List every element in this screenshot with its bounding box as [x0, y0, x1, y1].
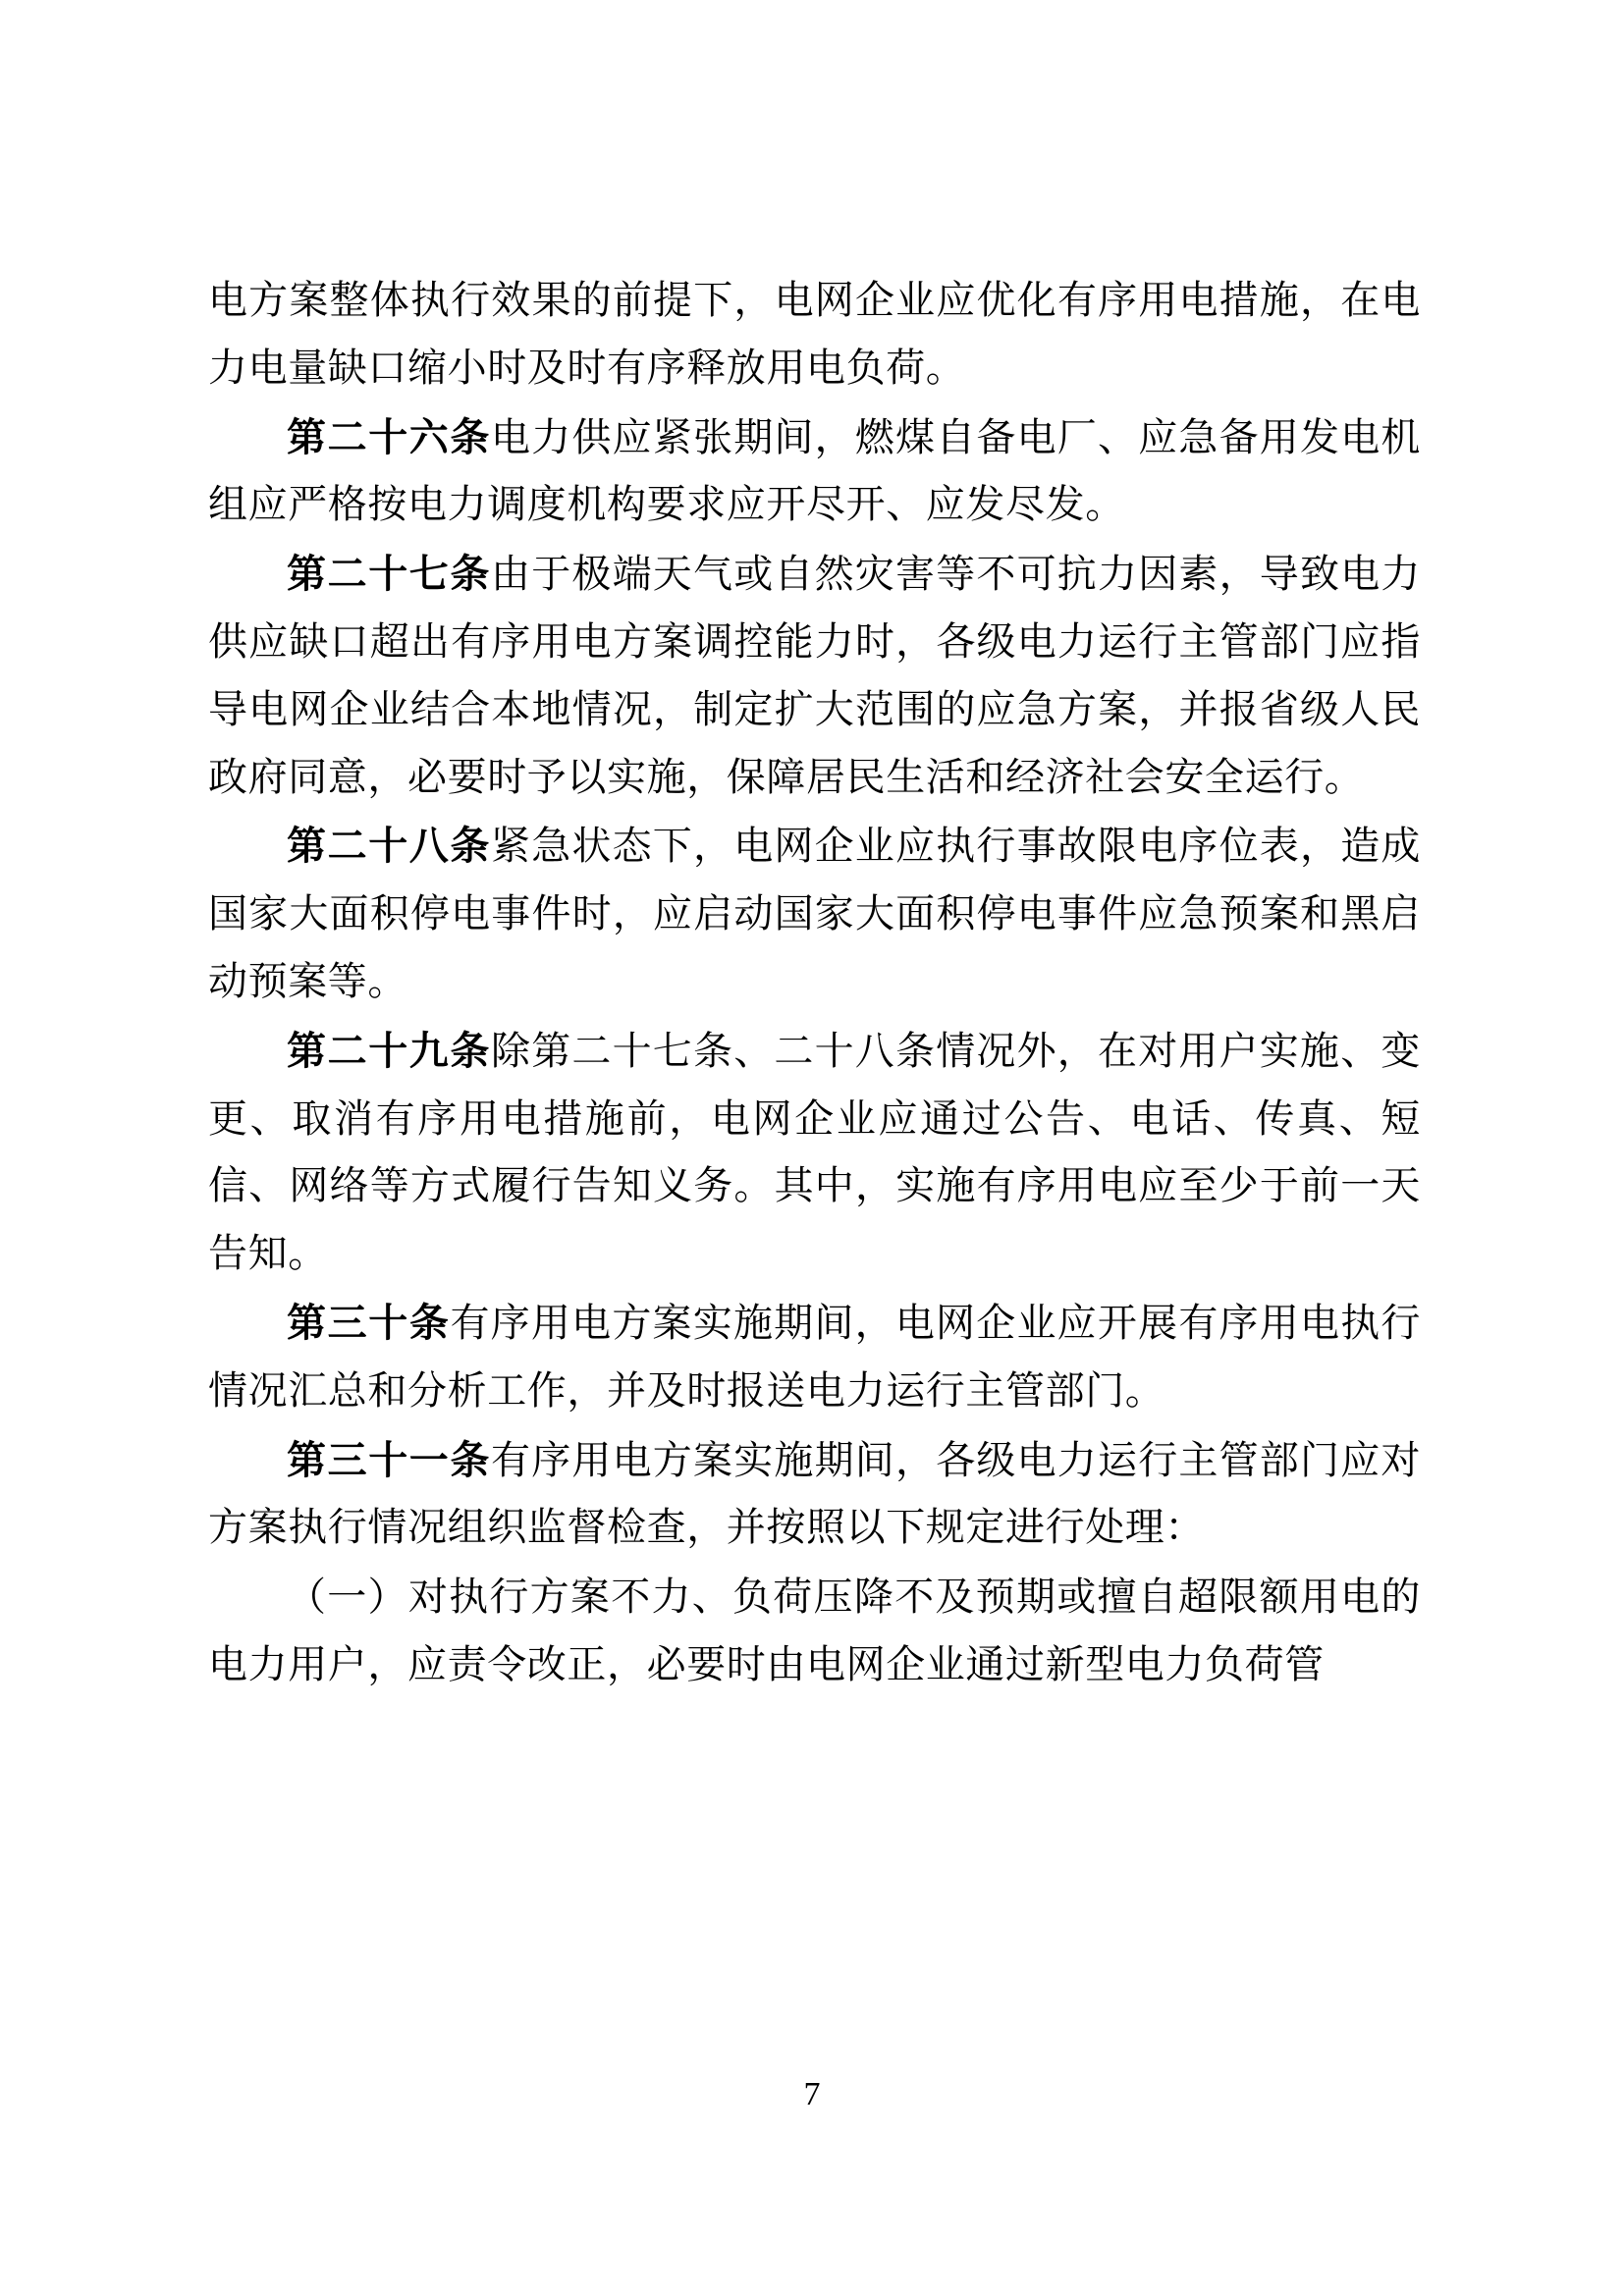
article-text: 由于极端天气或自然灾害等不可抗力因素，导致电力供应缺口超出有序用电方案调控能力时，各级电力运行主管部门应指导电网企业结合本地情况，制定扩大范围的应急方案，并报省级人民政府同意，必要时予以实施，保障居民生活和经济社会安全运行。 — [208, 552, 1421, 799]
article-label: 第二十九条 — [287, 1028, 491, 1073]
page-number: 7 — [803, 2076, 821, 2112]
page-body — [208, 267, 1421, 1701]
article-text: 紧急状态下，电网企业应执行事故限电序位表，造成国家大面积停电事件时，应启动国家大面积停电事件应急预案和黑启动预案等。 — [208, 824, 1421, 1003]
article-text: 除第二十七条、二十八条情况外，在对用户实施、变更、取消有序用电措施前，电网企业应通过公告、电话、传真、短信、网络等方式履行告知义务。其中，实施有序用电应至少于前一天告知。 — [208, 1028, 1421, 1276]
article-31 — [208, 1427, 1421, 1563]
article-26 — [208, 404, 1421, 540]
article-label: 第二十六条 — [287, 414, 491, 459]
article-label: 第三十一条 — [287, 1437, 491, 1482]
paragraph-text: 电方案整体执行效果的前提下，电网企业应优化有序用电措施，在电力电量缺口缩小时及时有序释放用电负荷。 — [208, 278, 1421, 390]
article-text: 电力供应紧张期间，燃煤自备电厂、应急备用发电机组应严格按电力调度机构要求应开尽开、应发尽发。 — [208, 414, 1421, 527]
list-item-text: （一）对执行方案不力、负荷压降不及预期或擅自超限额用电的电力用户，应责令改正，必要时由电网企业通过新型电力负荷管 — [208, 1575, 1421, 1686]
article-text: 有序用电方案实施期间，电网企业应开展有序用电执行情况汇总和分析工作，并及时报送电力运行主管部门。 — [208, 1300, 1422, 1413]
article-29 — [208, 1018, 1421, 1288]
article-label: 第三十条 — [287, 1300, 451, 1345]
article-label: 第二十八条 — [287, 824, 491, 869]
article-label: 第二十七条 — [287, 552, 491, 597]
article-28 — [208, 813, 1421, 1015]
article-30 — [208, 1290, 1421, 1425]
list-item-1 — [208, 1564, 1421, 1699]
article-text: 有序用电方案实施期间，各级电力运行主管部门应对方案执行情况组织监督检查，并按照以下规定进行处理： — [208, 1437, 1421, 1550]
article-27 — [208, 541, 1421, 811]
paragraph-continuation — [208, 267, 1421, 402]
